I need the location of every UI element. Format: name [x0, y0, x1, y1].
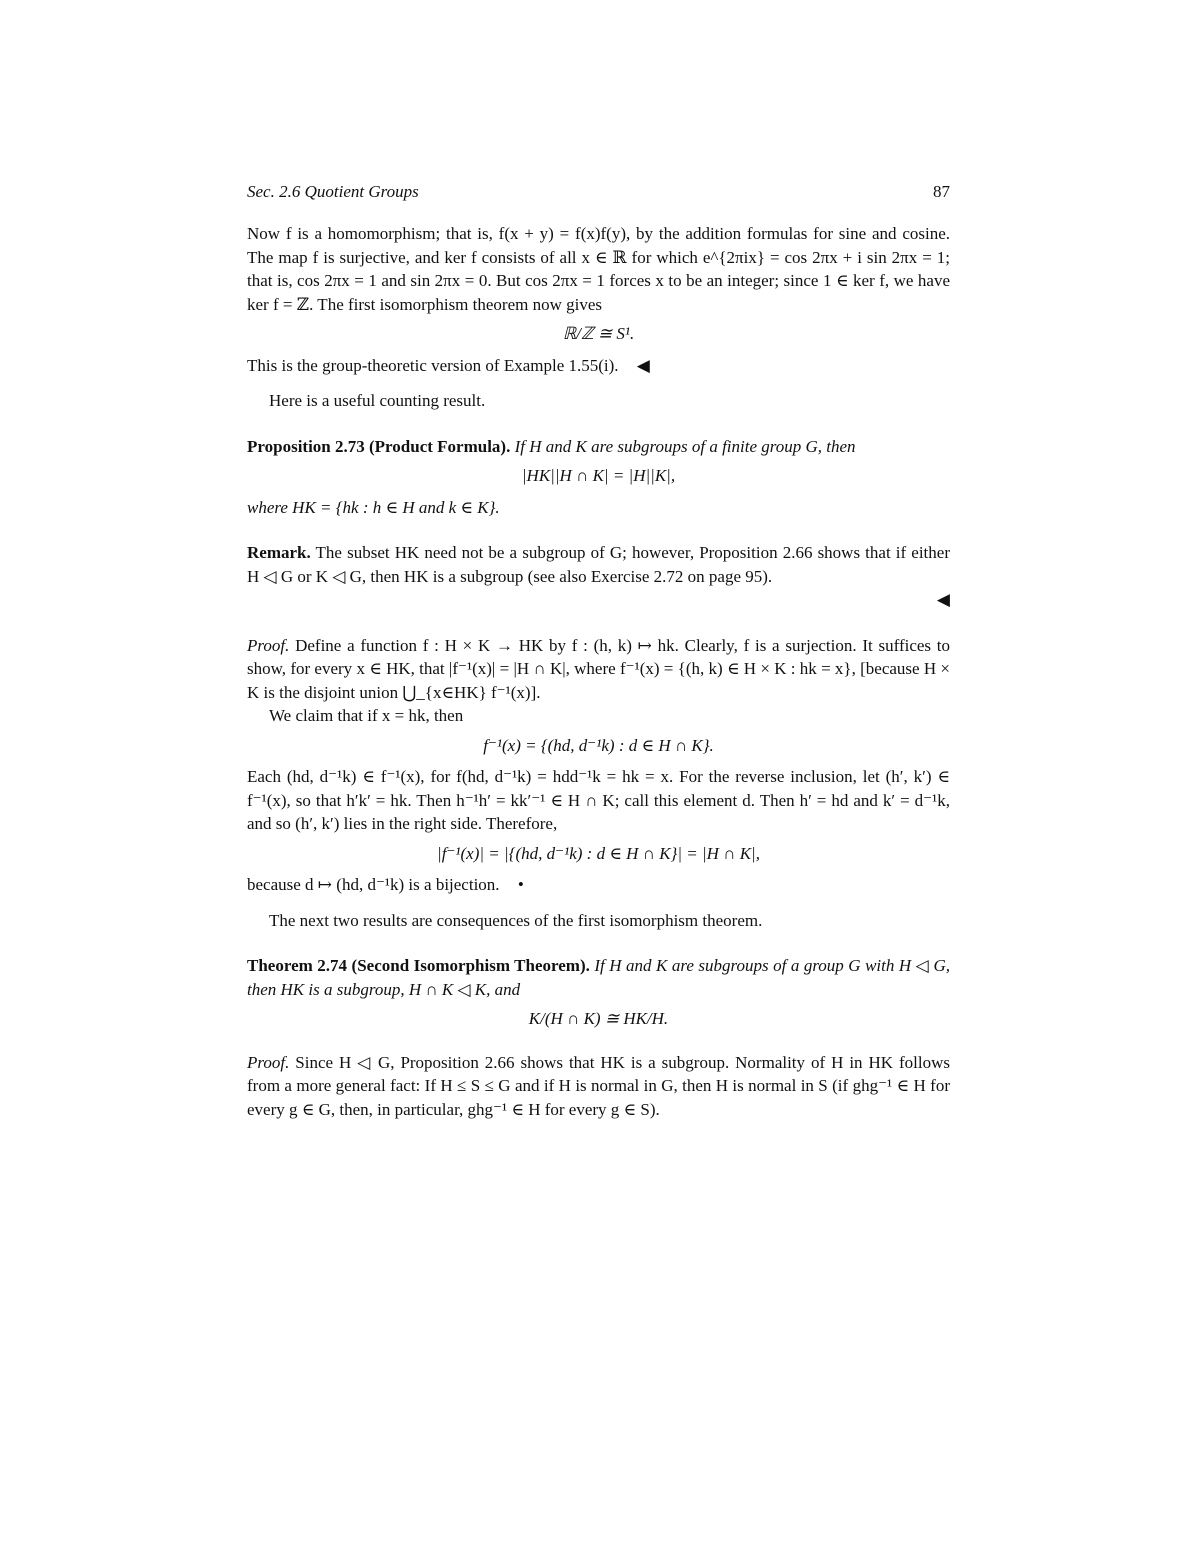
- display-equation-fiber-size: |f⁻¹(x)| = |{(hd, d⁻¹k) : d ∈ H ∩ K}| = |H ∩ K|,: [437, 843, 760, 863]
- remark-label: Remark.: [247, 543, 311, 562]
- theorem-label: Theorem 2.74 (Second Isomorphism Theorem).: [247, 956, 590, 975]
- proposition-2-73: [247, 435, 950, 459]
- proof-reverse-inclusion: Each (hd, d⁻¹k) ∈ f⁻¹(x), for f(hd, d⁻¹k) = hdd⁻¹k = hk = x. For the reverse inclusion, let (h′, k′) ∈ f⁻¹(x), so that h′k′ = hk. Then h⁻¹h′ = kk′⁻¹ ∈ H ∩ K; call this element d. Then h′ = hd and k′ = d⁻¹k, and so (h′, k′) lies in the right side. Therefore,: [247, 767, 950, 833]
- proposition-label: Proposition 2.73 (Product Formula).: [247, 436, 511, 456]
- proof-label: Proof.: [247, 635, 290, 655]
- display-equation-rz: ℝ/ℤ ≅ S¹.: [562, 324, 635, 343]
- proof2-text: Since H ◁ G, Proposition 2.66 shows that HK is a subgroup. Normality of H in HK follows from a more general fact: If H ≤ S ≤ G and if H is normal in G, then H is normal in S (if ghg⁻¹ ∈ H for every g ∈ G, then, in particular, ghg⁻¹ ∈ H for every g ∈ S).: [247, 1052, 950, 1119]
- theorem-statement: If H and K are subgroups of a group G with H ◁ G, then HK is a subgroup, H ∩ K ◁ K, and: [247, 956, 950, 999]
- end-of-remark-mark: ◀: [936, 590, 950, 609]
- proposition-statement: If H and K are subgroups of a finite group G, then: [514, 436, 856, 456]
- display-equation-product-formula: |HK||H ∩ K| = |H||K|,: [521, 466, 676, 485]
- proof-second-isomorphism: [247, 1051, 950, 1122]
- section-title: Sec. 2.6 Quotient Groups: [247, 182, 419, 201]
- qed-bullet: •: [517, 875, 524, 894]
- proof-text: Define a function f : H × K → HK by f : (h, k) ↦ hk. Clearly, f is a surjection. It suffices to show, for every x ∈ HK, that |f⁻¹(x)| = |H ∩ K|, where f⁻¹(x) = {(h, k) ∈ H × K : hk = x}, [because H × K is the disjoint union ⋃_{x∈HK} f⁻¹(x)].: [247, 635, 951, 702]
- display-equation-second-iso: K/(H ∩ K) ≅ HK/H.: [528, 1009, 669, 1028]
- paragraph-example-note: [247, 354, 950, 378]
- proposition-where-clause: where HK = {hk : h ∈ H and k ∈ K}.: [247, 497, 500, 517]
- proof-claim: We claim that if x = hk, then: [269, 706, 464, 725]
- remark: [247, 541, 950, 588]
- running-head: [247, 180, 950, 210]
- remark-text: The subset HK need not be a subgroup of G; however, Proposition 2.66 shows that if either H ◁ G or K ◁ G, then HK is a subgroup (see also Exercise 2.72 on page 95).: [247, 543, 950, 586]
- end-of-example-mark: ◀: [636, 355, 650, 375]
- paragraph-counting-intro: Here is a useful counting result.: [269, 391, 486, 410]
- theorem-2-74: [247, 954, 950, 1001]
- page-number: 87: [933, 182, 950, 201]
- display-equation-fiber: f⁻¹(x) = {(hd, d⁻¹k) : d ∈ H ∩ K}.: [483, 735, 714, 755]
- proof-product-formula: [247, 634, 950, 705]
- proof-conclusion: [247, 873, 950, 897]
- page-body: [247, 180, 950, 1121]
- paragraph-homomorphism: Now f is a homomorphism; that is, f(x + y) = f(x)f(y), by the addition formulas for sine and cosine. The map f is surjective, and ker f consists of all x ∈ ℝ for which e^{2πix} = cos 2πx + i sin 2πx = 1; that is, cos 2πx = 1 and sin 2πx = 0. But cos 2πx = 1 forces x to be an integer; since 1 ∈ ker f, we have ker f = ℤ. The first isomorphism theorem now gives: [247, 224, 950, 314]
- proof-conclusion-text: because d ↦ (hd, d⁻¹k) is a bijection.: [247, 875, 500, 894]
- example-note-text: This is the group-theoretic version of Example 1.55(i).: [247, 355, 619, 375]
- proof2-label: Proof.: [247, 1052, 290, 1072]
- paragraph-next-results: The next two results are consequences of the first isomorphism theorem.: [269, 910, 763, 930]
